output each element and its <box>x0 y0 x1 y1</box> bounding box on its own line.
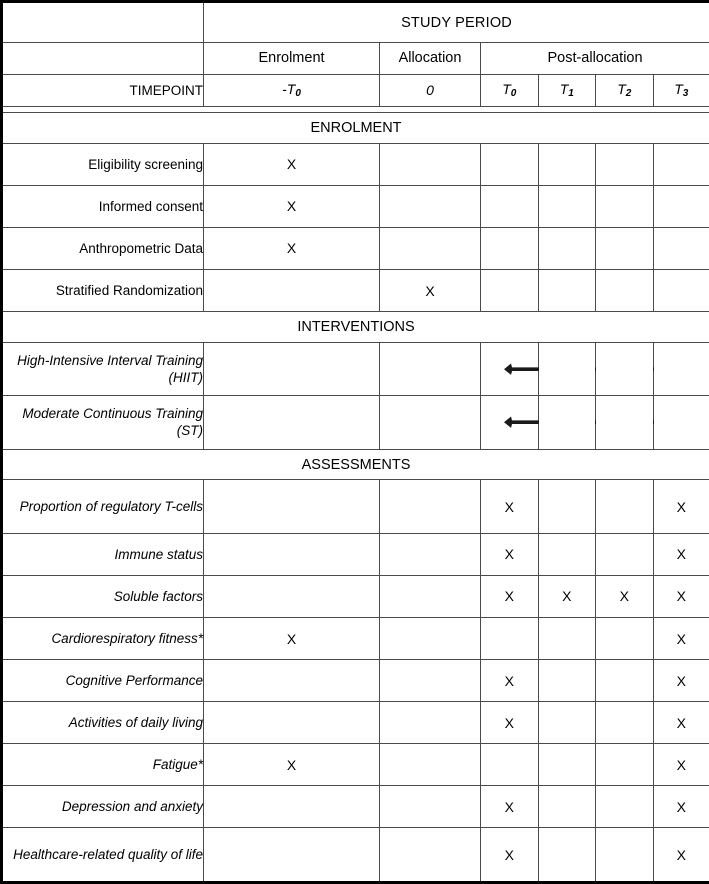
timepoint-subscript: 2 <box>625 88 632 100</box>
row-label: Fatigue* <box>2 744 204 786</box>
mark-cell: X <box>481 660 539 702</box>
empty-cell <box>538 660 596 702</box>
timepoint-cell-2: $T_0$ <box>481 74 539 106</box>
empty-cell <box>538 786 596 828</box>
row-label: Proportion of regulatory T-cells <box>2 480 204 533</box>
empty-cell <box>380 227 481 269</box>
row-label: High-Intensive Interval Training (HIIT) <box>2 342 204 395</box>
mark-cell: X <box>481 828 539 883</box>
empty-cell <box>596 618 654 660</box>
section-band <box>2 112 709 143</box>
table-row <box>2 143 709 185</box>
table-row <box>2 702 709 744</box>
table-row <box>2 575 709 617</box>
empty-cell <box>596 480 654 533</box>
empty-cell <box>380 828 481 883</box>
intervention-period-cell <box>538 342 596 395</box>
empty-cell <box>653 269 709 311</box>
mark-cell: X <box>481 480 539 533</box>
empty-cell <box>653 227 709 269</box>
timepoint-subscript: 1 <box>568 88 574 100</box>
row-label: Moderate Continuous Training (ST) <box>2 396 204 449</box>
empty-cell <box>204 533 380 575</box>
row-label: Stratified Randomization <box>2 269 204 311</box>
mark-cell: X <box>481 575 539 617</box>
empty-cell <box>481 618 539 660</box>
row-label: Immune status <box>2 533 204 575</box>
mark-cell: X <box>653 828 709 883</box>
intervention-period-cell <box>596 342 654 395</box>
timepoint-cell-1: 0 <box>380 74 481 106</box>
empty-cell <box>380 185 481 227</box>
mark-cell: X <box>653 744 709 786</box>
empty-cell <box>538 185 596 227</box>
empty-cell <box>596 660 654 702</box>
row-label: Activities of daily living <box>2 702 204 744</box>
intervention-period-cell <box>653 342 709 395</box>
section-title-enrolment: ENROLMENT <box>2 112 709 143</box>
mark-cell: X <box>204 744 380 786</box>
group-header-allocation: Allocation <box>380 43 481 75</box>
empty-cell <box>380 533 481 575</box>
empty-cell <box>204 786 380 828</box>
empty-cell <box>538 227 596 269</box>
intervention-period-cell <box>653 396 709 449</box>
header-corner-cell-2 <box>2 43 204 75</box>
empty-cell <box>380 786 481 828</box>
empty-cell <box>538 702 596 744</box>
timepoint-cell-5: $T_3$ <box>653 74 709 106</box>
empty-cell <box>596 744 654 786</box>
empty-cell <box>538 744 596 786</box>
row-label: Cognitive Performance <box>2 660 204 702</box>
empty-cell <box>538 533 596 575</box>
mark-cell: X <box>653 533 709 575</box>
empty-cell <box>596 143 654 185</box>
empty-cell <box>380 702 481 744</box>
empty-cell <box>653 143 709 185</box>
empty-cell <box>204 269 380 311</box>
mark-cell: X <box>204 185 380 227</box>
empty-cell <box>481 143 539 185</box>
row-label: Anthropometric Data <box>2 227 204 269</box>
table-row <box>2 828 709 883</box>
empty-cell <box>481 744 539 786</box>
row-label: Informed consent <box>2 185 204 227</box>
empty-cell <box>538 618 596 660</box>
mark-cell: X <box>653 702 709 744</box>
empty-cell <box>380 660 481 702</box>
timepoint-label: TIMEPOINT <box>2 74 204 106</box>
group-header-post-allocation: Post-allocation <box>481 43 709 75</box>
row-label: Soluble factors <box>2 575 204 617</box>
empty-cell <box>538 269 596 311</box>
empty-cell <box>596 227 654 269</box>
mark-cell: X <box>653 575 709 617</box>
empty-cell <box>481 185 539 227</box>
table-row <box>2 396 709 449</box>
table-row <box>2 786 709 828</box>
section-band <box>2 449 709 480</box>
mark-cell: X <box>481 533 539 575</box>
table-row <box>2 185 709 227</box>
empty-cell <box>538 828 596 883</box>
row-label: Healthcare-related quality of life <box>2 828 204 883</box>
mark-cell: X <box>204 143 380 185</box>
header-row-study-period <box>2 2 709 43</box>
arrow-head <box>504 363 513 374</box>
mark-cell: X <box>653 786 709 828</box>
arrow-head <box>504 417 513 428</box>
mark-cell: X <box>380 269 481 311</box>
empty-cell <box>204 342 380 395</box>
empty-cell <box>380 618 481 660</box>
row-label: Depression and anxiety <box>2 786 204 828</box>
table-row <box>2 269 709 311</box>
empty-cell <box>653 185 709 227</box>
empty-cell <box>204 480 380 533</box>
header-row-timepoint <box>2 74 709 106</box>
empty-cell <box>380 396 481 449</box>
timepoint-subscript: 3 <box>682 88 689 100</box>
section-title-assessments: ASSESSMENTS <box>2 449 709 480</box>
empty-cell <box>538 143 596 185</box>
section-band <box>2 312 709 343</box>
mark-cell: X <box>481 786 539 828</box>
empty-cell <box>204 702 380 744</box>
table-row <box>2 480 709 533</box>
section-title-interventions: INTERVENTIONS <box>2 312 709 343</box>
empty-cell <box>596 702 654 744</box>
mark-cell: X <box>481 702 539 744</box>
timepoint-subscript: 0 <box>510 88 517 100</box>
table-row <box>2 342 709 395</box>
intervention-period-cell <box>481 342 539 395</box>
empty-cell <box>538 480 596 533</box>
mark-cell: X <box>596 575 654 617</box>
intervention-period-cell <box>538 396 596 449</box>
empty-cell <box>204 575 380 617</box>
study-period-header: STUDY PERIOD <box>204 2 709 43</box>
empty-cell <box>380 744 481 786</box>
group-header-enrolment: Enrolment <box>204 43 380 75</box>
table-row <box>2 227 709 269</box>
mark-cell: X <box>204 227 380 269</box>
empty-cell <box>204 660 380 702</box>
timepoint-cell-0: $-T_0$ <box>204 74 380 106</box>
mark-cell: X <box>653 618 709 660</box>
empty-cell <box>481 269 539 311</box>
intervention-period-cell <box>481 396 539 449</box>
empty-cell <box>380 575 481 617</box>
intervention-period-cell <box>596 396 654 449</box>
header-row-groups <box>2 43 709 75</box>
table-row <box>2 618 709 660</box>
empty-cell <box>380 480 481 533</box>
empty-cell <box>380 342 481 395</box>
empty-cell <box>596 786 654 828</box>
row-label: Eligibility screening <box>2 143 204 185</box>
table-row <box>2 533 709 575</box>
mark-cell: X <box>653 660 709 702</box>
timepoint-subscript: 0 <box>295 88 301 100</box>
table-row <box>2 744 709 786</box>
empty-cell <box>380 143 481 185</box>
mark-cell: X <box>204 618 380 660</box>
empty-cell <box>596 269 654 311</box>
mark-cell: X <box>653 480 709 533</box>
empty-cell <box>596 533 654 575</box>
table-row <box>2 660 709 702</box>
timepoint-cell-4: $T_2$ <box>596 74 654 106</box>
empty-cell <box>481 227 539 269</box>
empty-cell <box>596 828 654 883</box>
empty-cell <box>204 828 380 883</box>
timepoint-cell-3: $T_1$ <box>538 74 596 106</box>
row-label: Cardiorespiratory fitness* <box>2 618 204 660</box>
header-corner-cell <box>2 2 204 43</box>
empty-cell <box>204 396 380 449</box>
mark-cell: X <box>538 575 596 617</box>
empty-cell <box>596 185 654 227</box>
